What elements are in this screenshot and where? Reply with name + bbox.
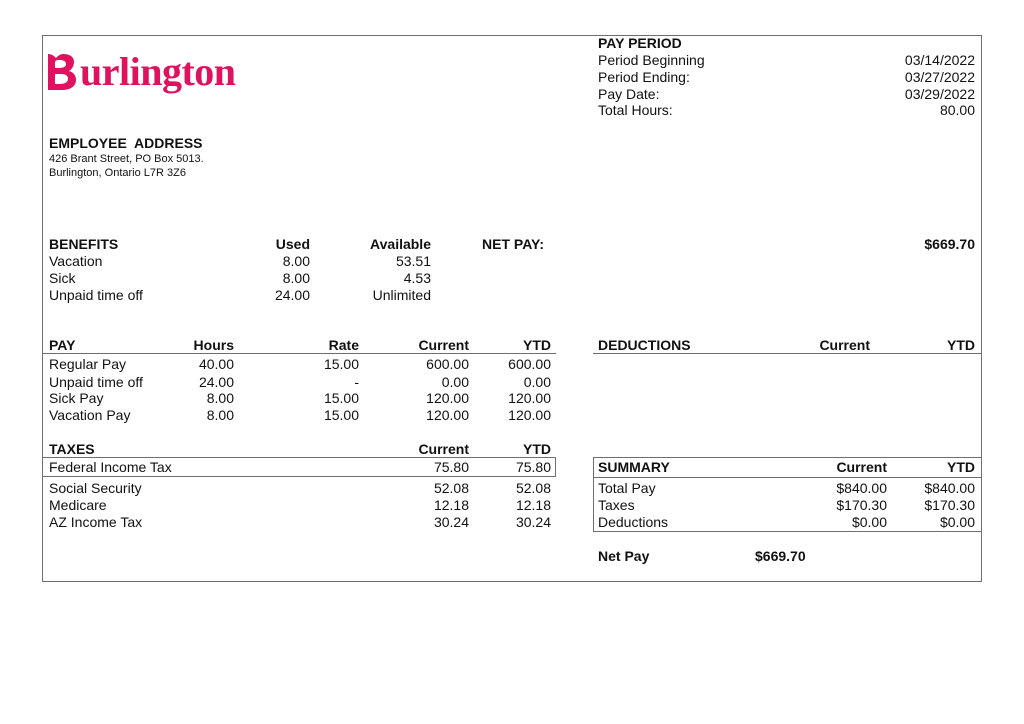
address-line-2: Burlington, Ontario L7R 3Z6 <box>49 167 186 179</box>
summary-row-ytd: $170.30 <box>924 497 975 513</box>
pay-row-hours: 40.00 <box>198 356 234 372</box>
summary-row-name: Taxes <box>598 497 635 513</box>
summary-row-current: $840.00 <box>836 480 887 496</box>
tax-row-ytd: 30.24 <box>515 514 551 530</box>
period-beginning-value: 03/14/2022 <box>904 52 975 68</box>
benefit-used: 24.00 <box>274 287 310 303</box>
benefit-name: Sick <box>49 270 76 286</box>
burlington-logo <box>44 44 274 104</box>
taxes-header-rule <box>43 457 556 458</box>
summary-header-rule <box>593 477 982 478</box>
benefit-available: 53.51 <box>395 253 431 269</box>
summary-row-current: $170.30 <box>836 497 887 513</box>
summary-row-name: Deductions <box>598 514 669 530</box>
tax-row-name: AZ Income Tax <box>49 514 143 530</box>
pay-row-current: 600.00 <box>426 356 469 372</box>
taxes-current-header: Current <box>418 441 469 457</box>
benefit-available: Unlimited <box>372 287 431 303</box>
tax-row-current: 30.24 <box>433 514 469 530</box>
pay-ytd-header: YTD <box>523 337 551 353</box>
summary-row-name: Total Pay <box>598 480 656 496</box>
net-pay-value: $669.70 <box>924 236 975 252</box>
pay-header-rule <box>43 353 556 354</box>
taxes-first-row-edge <box>555 457 556 476</box>
benefits-heading: BENEFITS <box>49 236 119 252</box>
period-ending-value: 03/27/2022 <box>904 69 975 85</box>
deductions-current-header: Current <box>819 337 870 353</box>
pay-row-current: 0.00 <box>441 374 469 390</box>
pay-row-ytd: 0.00 <box>523 374 551 390</box>
tax-row-name: Federal Income Tax <box>49 459 172 475</box>
benefit-available: 4.53 <box>403 270 431 286</box>
summary-net-pay-label: Net Pay <box>598 548 650 564</box>
pay-row-rate: 15.00 <box>323 356 359 372</box>
pay-row-hours: 8.00 <box>206 390 234 406</box>
deductions-header-rule <box>593 353 981 354</box>
summary-ytd-header: YTD <box>947 459 975 475</box>
address-line-1: 426 Brant Street, PO Box 5013. <box>49 153 204 165</box>
pay-row-ytd: 120.00 <box>508 407 551 423</box>
benefits-available-header: Available <box>370 236 431 252</box>
pay-row-rate: - <box>354 374 359 390</box>
pay-rate-header: Rate <box>328 337 359 353</box>
benefits-used-header: Used <box>275 236 310 252</box>
deductions-ytd-header: YTD <box>947 337 975 353</box>
pay-date-label: Pay Date: <box>598 86 660 102</box>
pay-row-name: Sick Pay <box>49 390 104 406</box>
pay-row-hours: 8.00 <box>206 407 234 423</box>
pay-row-ytd: 600.00 <box>508 356 551 372</box>
total-hours-value: 80.00 <box>939 102 975 118</box>
tax-row-ytd: 52.08 <box>515 480 551 496</box>
summary-row-ytd: $0.00 <box>939 514 975 530</box>
pay-heading: PAY <box>49 337 76 353</box>
tax-row-current: 75.80 <box>433 459 469 475</box>
pay-row-name: Vacation Pay <box>49 407 131 423</box>
summary-heading: SUMMARY <box>598 459 670 475</box>
summary-current-header: Current <box>836 459 887 475</box>
pay-row-current: 120.00 <box>426 407 469 423</box>
deductions-heading: DEDUCTIONS <box>598 337 691 353</box>
total-hours-label: Total Hours: <box>598 102 673 118</box>
pay-current-header: Current <box>418 337 469 353</box>
pay-row-rate: 15.00 <box>323 390 359 406</box>
summary-net-pay-value: $669.70 <box>755 548 806 564</box>
tax-row-ytd: 12.18 <box>515 497 551 513</box>
benefit-used: 8.00 <box>282 270 310 286</box>
benefit-name: Unpaid time off <box>49 287 143 303</box>
pay-row-name: Regular Pay <box>49 356 127 372</box>
pay-row-name: Unpaid time off <box>49 374 143 390</box>
net-pay-label: NET PAY: <box>482 236 544 252</box>
period-ending-label: Period Ending: <box>598 69 690 85</box>
benefit-name: Vacation <box>49 253 103 269</box>
tax-row-current: 52.08 <box>433 480 469 496</box>
tax-row-name: Social Security <box>49 480 142 496</box>
pay-row-hours: 24.00 <box>198 374 234 390</box>
benefit-used: 8.00 <box>282 253 310 269</box>
pay-period-heading: PAY PERIOD <box>598 35 682 51</box>
pay-row-current: 120.00 <box>426 390 469 406</box>
taxes-heading: TAXES <box>49 441 95 457</box>
tax-row-current: 12.18 <box>433 497 469 513</box>
taxes-ytd-header: YTD <box>523 441 551 457</box>
summary-row-ytd: $840.00 <box>924 480 975 496</box>
logo-wordmark: urlington <box>80 49 236 94</box>
heart-b-icon <box>44 50 80 94</box>
employee-address-heading: EMPLOYEE ADDRESS <box>49 135 203 151</box>
pay-date-value: 03/29/2022 <box>904 86 975 102</box>
period-beginning-label: Period Beginning <box>598 52 705 68</box>
pay-row-rate: 15.00 <box>323 407 359 423</box>
pay-row-ytd: 120.00 <box>508 390 551 406</box>
tax-row-name: Medicare <box>49 497 107 513</box>
pay-hours-header: Hours <box>193 337 234 353</box>
taxes-first-row-rule <box>43 476 556 477</box>
tax-row-ytd: 75.80 <box>515 459 551 475</box>
summary-row-current: $0.00 <box>851 514 887 530</box>
